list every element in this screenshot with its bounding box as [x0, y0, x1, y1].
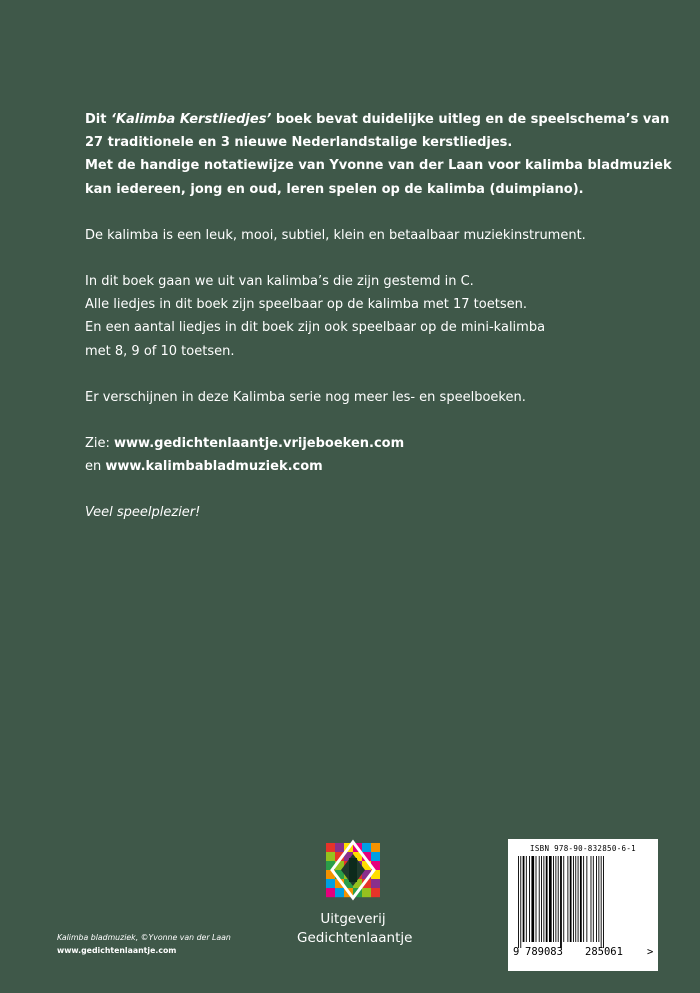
barcode-bars	[518, 856, 650, 948]
intro-line-2: 27 traditionele en 3 nieuwe Nederlandstalige kerstliedjes.	[85, 135, 513, 151]
back-cover-text	[85, 108, 675, 548]
links-paragraph	[85, 432, 675, 478]
tuning-paragraph	[85, 270, 675, 363]
isbn-number: ISBN 978-90-832850-6-1	[530, 844, 636, 853]
website-url-2[interactable]: www.kalimbabladmuziek.com	[105, 459, 323, 475]
intro-line-4: kan iedereen, jong en oud, leren spelen op de kalimba (duimpiano).	[85, 181, 584, 197]
website-url-1[interactable]: www.gedichtenlaantje.vrijeboeken.com	[114, 436, 405, 452]
intro-paragraph	[85, 108, 675, 201]
intro-line-1: Dit ‘Kalimba Kerstliedjes’ boek bevat duidelijke uitleg en de speelschema’s van	[85, 112, 670, 127]
book-title: ‘Kalimba Kerstliedjes’	[111, 112, 272, 127]
ean-lead-digit: 9	[513, 946, 520, 958]
series-paragraph: Er verschijnen in deze Kalimba serie nog meer les- en speelboeken.	[85, 389, 526, 405]
tuning-line-1: In dit boek gaan we uit van kalimba’s die zijn gestemd in C.	[85, 274, 474, 290]
publisher-block	[297, 836, 413, 948]
tuning-line-4: met 8, 9 of 10 toetsen.	[85, 343, 235, 359]
ean-left-digits: 789083	[525, 946, 563, 958]
kalimba-description: De kalimba is een leuk, mooi, subtiel, klein en betaalbaar muziekinstrument.	[85, 227, 586, 243]
publisher-logo-icon	[326, 836, 380, 904]
isbn-barcode	[508, 839, 658, 971]
link-line-2: en www.kalimbabladmuziek.com	[85, 459, 323, 475]
link-line-1: Zie: www.gedichtenlaantje.vrijeboeken.com	[85, 436, 405, 452]
intro-line-3: Met de handige notatiewijze van Yvonne van der Laan voor kalimba bladmuziek	[85, 158, 672, 174]
tuning-line-3: En een aantal liedjes in dit boek zijn ook speelbaar op de mini-kalimba	[85, 320, 546, 336]
ean-addon-marker: >	[647, 946, 654, 958]
closing-line: Veel speelplezier!	[85, 505, 201, 521]
cover-credits	[57, 931, 231, 957]
ean-right-digits: 285061	[585, 946, 623, 958]
credits-website: www.gedichtenlaantje.com	[57, 946, 177, 955]
credits-copyright: Kalimba bladmuziek, ©Yvonne van der Laan	[57, 933, 231, 942]
publisher-name-line-1: Uitgeverij	[320, 911, 386, 927]
publisher-name-line-2: Gedichtenlaantje	[297, 930, 413, 946]
tuning-line-2: Alle liedjes in dit boek zijn speelbaar op de kalimba met 17 toetsen.	[85, 297, 527, 313]
